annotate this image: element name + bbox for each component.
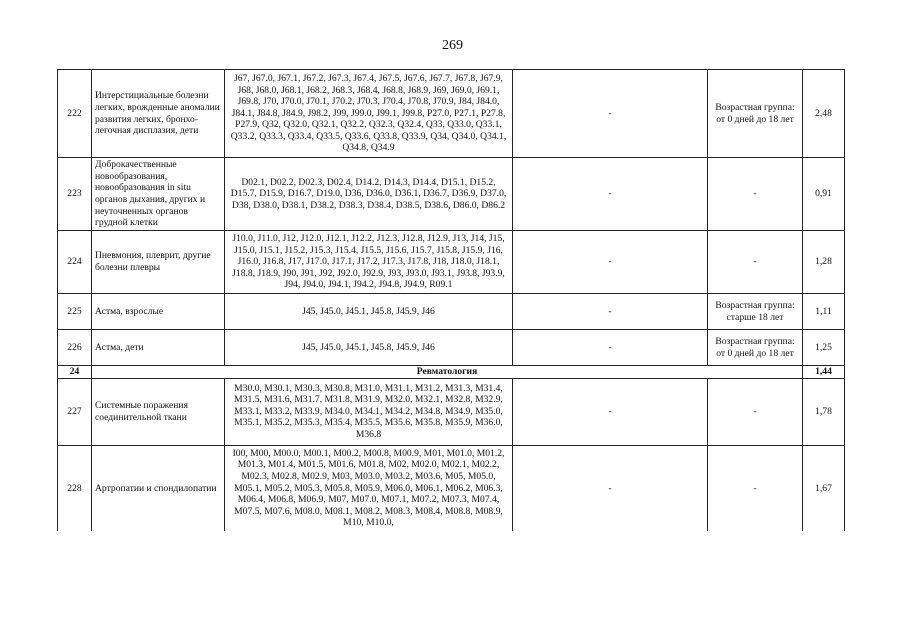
row-age: - bbox=[708, 378, 803, 445]
row-name: Артропатии и спондилопатии bbox=[92, 445, 225, 531]
table-row bbox=[58, 330, 845, 366]
row-name: Астма, взрослые bbox=[92, 294, 225, 330]
row-codes: J67, J67.0, J67.1, J67.2, J67.3, J67.4, J67.5, J67.6, J67.7, J67.8, J67.9, J68, J68.0, J68.1, J68.2, J68.3, J68.4, J68.8, J68.9, J69, J69.0, J69.1, J69.8, J70, J70.0, J70.1, J70.2, J70.3, J70.4, J70.8, J70.9, J84, J84.0, J84.1, J84.8, J84.9, J98.2, J99, J99.0, J99.1, J99.8, P27.0, P27.1, P27.8, P27.9, Q32, Q32.0, Q32.1, Q32.2, Q32.3, Q32.4, Q33, Q33.0, Q33.1, Q33.2, Q33.3, Q33.4, Q33.5, Q33.6, Q33.8, Q33.9, Q34, Q34.0, Q34.1, Q34.8, Q34.9 bbox=[225, 70, 513, 158]
row-dash: - bbox=[513, 330, 708, 366]
row-age: - bbox=[708, 231, 803, 294]
row-dash: - bbox=[513, 378, 708, 445]
table-row bbox=[58, 158, 845, 231]
row-coef: 1,25 bbox=[803, 330, 845, 366]
row-codes: J45, J45.0, J45.1, J45.8, J45.9, J46 bbox=[225, 330, 513, 366]
row-name: Системные поражения соединительной ткани bbox=[92, 378, 225, 445]
row-codes: J10.0, J11.0, J12, J12.0, J12.1, J12.2, J12.3, J12.8, J12.9, J13, J14, J15, J15.0, J15.1, J15.2, J15.3, J15.4, J15.5, J15.6, J15.7, J15.8, J15.9, J16, J16.0, J16.8, J17, J17.0, J17.1, J17.2, J17.3, J17.8, J18, J18.0, J18.1, J18.8, J18.9, J90, J91, J92, J92.0, J92.9, J93, J93.0, J93.1, J93.8, J93.9, J94, J94.0, J94.1, J94.2, J94.8, J94.9, R09.1 bbox=[225, 231, 513, 294]
row-number: 228 bbox=[58, 445, 92, 531]
row-dash: - bbox=[513, 294, 708, 330]
row-name: Астма, дети bbox=[92, 330, 225, 366]
row-coef: 1,28 bbox=[803, 231, 845, 294]
row-age: Возрастная группа: старше 18 лет bbox=[708, 294, 803, 330]
row-age: - bbox=[708, 158, 803, 231]
section-number: 24 bbox=[58, 366, 92, 379]
row-number: 223 bbox=[58, 158, 92, 231]
row-number: 222 bbox=[58, 70, 92, 158]
row-dash: - bbox=[513, 158, 708, 231]
section-title: Ревматология bbox=[92, 366, 803, 379]
row-number: 227 bbox=[58, 378, 92, 445]
row-codes: J45, J45.0, J45.1, J45.8, J45.9, J46 bbox=[225, 294, 513, 330]
section-row bbox=[58, 366, 845, 379]
table-row bbox=[58, 294, 845, 330]
row-age: Возрастная группа: от 0 дней до 18 лет bbox=[708, 70, 803, 158]
table-row bbox=[58, 445, 845, 531]
row-codes: I00, M00, M00.0, M00.1, M00.2, M00.8, M00.9, M01, M01.0, M01.2, M01.3, M01.4, M01.5, M01.6, M01.8, M02, M02.0, M02.1, M02.2, M02.3, M02.8, M02.9, M03, M03.0, M03.2, M03.6, M05, M05.0, M05.1, M05.2, M05.3, M05.8, M05.9, M06.0, M06.1, M06.2, M06.3, M06.4, M06.8, M06.9, M07, M07.0, M07.1, M07.2, M07.3, M07.4, M07.5, M07.6, M08.0, M08.1, M08.2, M08.3, M08.4, M08.8, M08.9, M10, M10.0, bbox=[225, 445, 513, 531]
row-number: 226 bbox=[58, 330, 92, 366]
row-codes: D02.1, D02.2, D02.3, D02.4, D14.2, D14.3, D14.4, D15.1, D15.2, D15.7, D15.9, D16.7, D19.0, D36, D36.0, D36.1, D36.7, D36.9, D37.0, D38, D38.0, D38.1, D38.2, D38.3, D38.4, D38.5, D38.6, D86.0, D86.2 bbox=[225, 158, 513, 231]
row-coef: 1,78 bbox=[803, 378, 845, 445]
table-row bbox=[58, 70, 845, 158]
row-dash: - bbox=[513, 70, 708, 158]
row-dash: - bbox=[513, 445, 708, 531]
row-name: Доброкачественные новообразования, новообразования in situ органов дыхания, других и неуточненных органов грудной клетки bbox=[92, 158, 225, 231]
section-coef: 1,44 bbox=[803, 366, 845, 379]
table-row bbox=[58, 378, 845, 445]
tariff-table bbox=[57, 69, 845, 531]
row-coef: 1,11 bbox=[803, 294, 845, 330]
row-coef: 1,67 bbox=[803, 445, 845, 531]
row-age: - bbox=[708, 445, 803, 531]
row-number: 224 bbox=[58, 231, 92, 294]
row-dash: - bbox=[513, 231, 708, 294]
row-coef: 0,91 bbox=[803, 158, 845, 231]
row-codes: M30.0, M30.1, M30.3, M30.8, M31.0, M31.1, M31.2, M31.3, M31.4, M31.5, M31.6, M31.7, M31.8, M31.9, M32.0, M32.1, M32.8, M32.9, M33.1, M33.2, M33.9, M34.0, M34.1, M34.2, M34.8, M34.9, M35.0, M35.1, M35.2, M35.3, M35.4, M35.5, M35.6, M35.8, M35.9, M36.0, M36.8 bbox=[225, 378, 513, 445]
row-coef: 2,48 bbox=[803, 70, 845, 158]
row-name: Интерстициальные болезни легких, врожденные аномалии развития легких, бронхо-легочная дисплазия, дети bbox=[92, 70, 225, 158]
row-name: Пневмония, плеврит, другие болезни плевры bbox=[92, 231, 225, 294]
row-number: 225 bbox=[58, 294, 92, 330]
row-age: Возрастная группа: от 0 дней до 18 лет bbox=[708, 330, 803, 366]
page-number: 269 bbox=[442, 38, 463, 53]
table-row bbox=[58, 231, 845, 294]
